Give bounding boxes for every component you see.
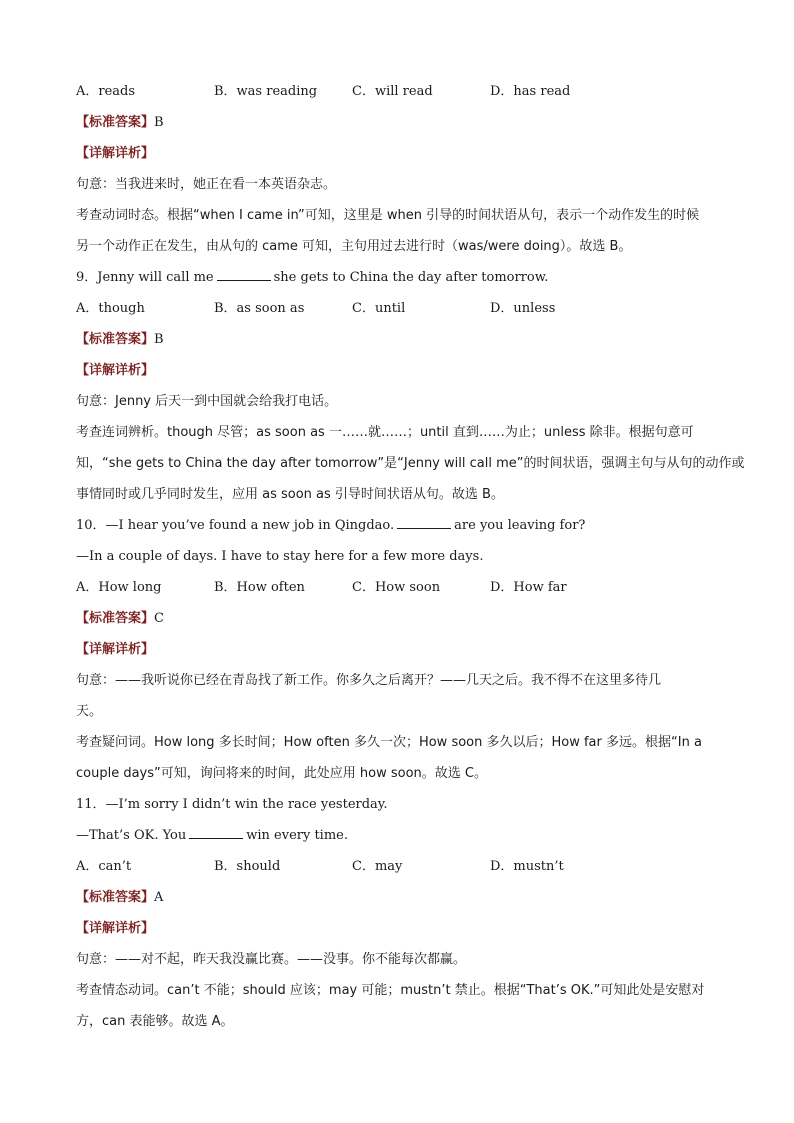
q11-analysis-line: 考查情态动词。can’t 不能；should 应该；may 可能；mustn’t 禁止。根据“That’s OK.”可知此处是安慰对 [76, 983, 705, 998]
q10-analysis-line: 考查疑问词。How long 多长时间；How often 多久一次；How soon 多久以后；How far 多远。根据“In a [76, 735, 702, 750]
analysis-label: 【详解详析】 [76, 146, 155, 161]
q11-analysis-line: 句意：——对不起，昨天我没赢比赛。——没事。你不能每次都赢。 [76, 952, 467, 967]
q11-stem: 11．—I’m sorry I didn’t win the race yesterday. [76, 797, 388, 812]
q10-option-a[interactable]: A．How long [76, 580, 162, 595]
q9-analysis-line: 事情同时或几乎同时发生，应用 as soon as 引导时间状语从句。故选 B。 [76, 487, 504, 502]
answer-value: C [154, 611, 164, 626]
q9-stem [76, 262, 726, 293]
q8-analysis-line: 另一个动作正在发生，由从句的 came 可知，主句用过去进行时（was/were doing）。故选 B。 [76, 239, 632, 254]
q11-analysis-line: 方，can 表能够。故选 A。 [76, 1014, 234, 1029]
q10-stem-before: 10．—I hear you’ve found a new job in Qingdao. [76, 518, 395, 533]
q10-stem-reply: —In a couple of days. I have to stay here for a few more days. [76, 549, 484, 564]
q8-option-a[interactable]: A．reads [76, 84, 136, 99]
q10-analysis-line: 天。 [76, 704, 103, 719]
answer-value: B [154, 332, 164, 347]
analysis-label: 【详解详析】 [76, 363, 155, 378]
q8-answer [76, 107, 726, 138]
q11-option-c[interactable]: C．may [352, 859, 403, 874]
q10-stem-after: are you leaving for? [454, 518, 586, 533]
q10-answer [76, 603, 726, 634]
q11-stem-before: —That’s OK. You [76, 828, 187, 843]
q9-option-c[interactable]: C．until [352, 301, 406, 316]
q9-options [76, 293, 726, 324]
q11-analysis-heading [76, 913, 726, 944]
q9-stem-before: 9．Jenny will call me [76, 270, 214, 285]
q9-option-b[interactable]: B．as soon as [214, 301, 305, 316]
answer-value: A [154, 890, 164, 905]
q9-analysis-line: 知，“she gets to China the day after tomorrow”是“Jenny will call me”的时间状语，强调主句与从句的动作或 [76, 456, 745, 471]
analysis-label: 【详解详析】 [76, 921, 155, 936]
q9-option-a[interactable]: A．though [76, 301, 145, 316]
q8-option-c[interactable]: C．will read [352, 84, 433, 99]
q11-options [76, 851, 726, 882]
q8-options [76, 76, 726, 107]
document-page [76, 76, 745, 1037]
q11-stem-after: win every time. [246, 828, 348, 843]
q10-blank[interactable] [397, 514, 451, 529]
q10-option-c[interactable]: C．How soon [352, 580, 441, 595]
answer-label: 【标准答案】 [76, 115, 155, 130]
q10-stem [76, 510, 726, 541]
q11-option-d[interactable]: D．mustn’t [490, 859, 564, 874]
q9-answer [76, 324, 726, 355]
q9-analysis-line: 句意：Jenny 后天一到中国就会给我打电话。 [76, 394, 338, 409]
q10-options [76, 572, 726, 603]
answer-label: 【标准答案】 [76, 332, 155, 347]
answer-label: 【标准答案】 [76, 611, 155, 626]
q11-option-a[interactable]: A．can’t [76, 859, 132, 874]
q9-blank[interactable] [217, 266, 271, 281]
q11-blank[interactable] [189, 824, 243, 839]
q8-analysis-line: 考查动词时态。根据“when I came in”可知，这里是 when 引导的时间状语从句，表示一个动作发生的时候 [76, 208, 700, 223]
q11-answer [76, 882, 726, 913]
q11-option-b[interactable]: B．should [214, 859, 281, 874]
q10-analysis-line: 句意：——我听说你已经在青岛找了新工作。你多久之后离开？——几天之后。我不得不在这里多待几 [76, 673, 662, 688]
q9-analysis-line: 考查连词辨析。though 尽管；as soon as 一……就……；until 直到……为止；unless 除非。根据句意可 [76, 425, 694, 440]
q9-analysis-heading [76, 355, 726, 386]
q9-option-d[interactable]: D．unless [490, 301, 556, 316]
q8-analysis-line: 句意：当我进来时，她正在看一本英语杂志。 [76, 177, 337, 192]
q8-analysis-heading [76, 138, 726, 169]
q10-option-b[interactable]: B．How often [214, 580, 305, 595]
q10-option-d[interactable]: D．How far [490, 580, 567, 595]
answer-label: 【标准答案】 [76, 890, 155, 905]
answer-value: B [154, 115, 164, 130]
q8-option-d[interactable]: D．has read [490, 84, 571, 99]
q11-stem-reply [76, 820, 726, 851]
q10-analysis-line: couple days”可知，询问将来的时间，此处应用 how soon。故选 C。 [76, 766, 487, 781]
q8-option-b[interactable]: B．was reading [214, 84, 318, 99]
q10-analysis-heading [76, 634, 726, 665]
analysis-label: 【详解详析】 [76, 642, 155, 657]
q9-stem-after: she gets to China the day after tomorrow. [273, 270, 549, 285]
